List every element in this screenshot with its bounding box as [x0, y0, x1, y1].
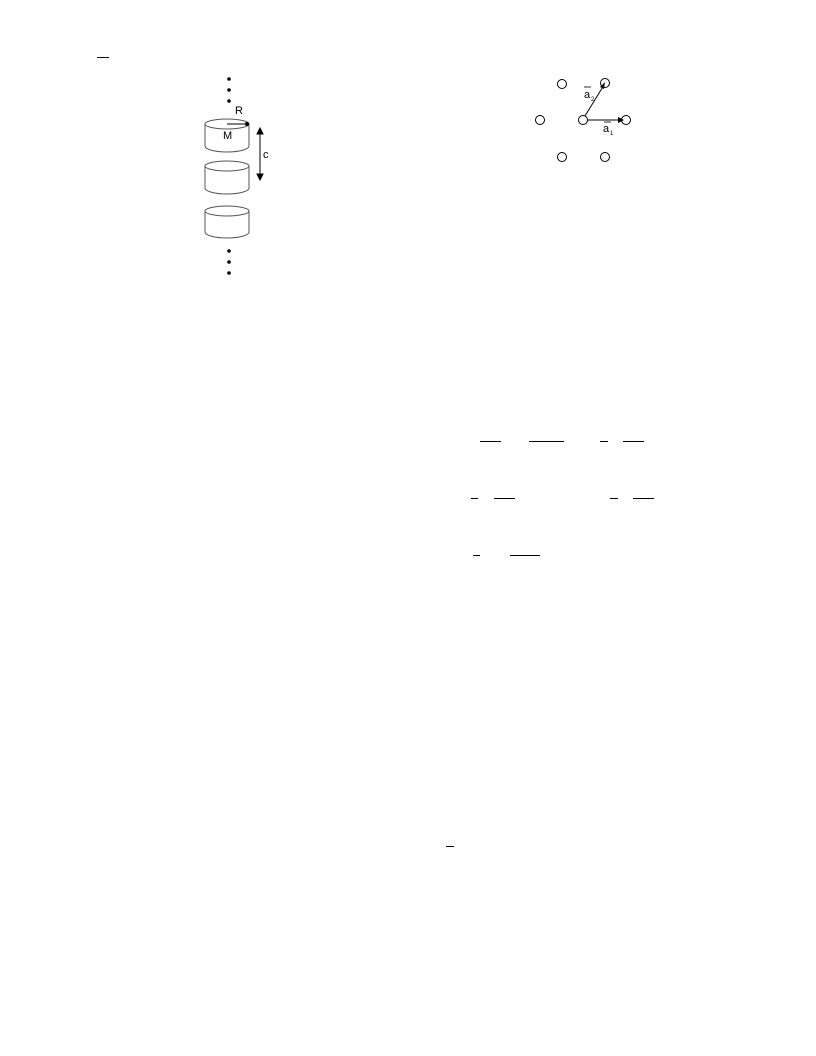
ellipsis-dot	[227, 271, 231, 275]
fraction-bar	[494, 498, 515, 499]
lattice-site	[558, 80, 567, 89]
ellipsis-dot	[227, 260, 231, 264]
fraction-bar	[446, 846, 454, 847]
fraction-bar	[471, 498, 478, 499]
fraction-bar	[529, 441, 564, 442]
fraction-bar	[480, 441, 501, 442]
cylinder-2	[205, 161, 249, 194]
vector-a2-label: a	[584, 89, 591, 101]
ellipsis-dot	[227, 99, 231, 103]
ellipsis-dot	[227, 77, 231, 81]
fraction-bar	[510, 555, 540, 556]
lattice-site	[601, 153, 610, 162]
vector-a2-subscript: 2	[591, 97, 595, 103]
fraction-bar	[97, 57, 109, 58]
cylinder-stack-figure	[190, 70, 300, 290]
fraction-bar	[600, 441, 608, 442]
spacing-label: c	[263, 149, 269, 161]
cylinder-3	[205, 206, 249, 238]
fraction-bar	[623, 441, 644, 442]
ellipsis-dot	[227, 88, 231, 92]
lattice-site	[536, 116, 545, 125]
vector-a1-label: a	[603, 123, 610, 135]
fraction-bar	[633, 498, 654, 499]
fraction-bar	[610, 498, 618, 499]
radius-label: R	[235, 105, 243, 117]
ellipsis-dot	[227, 249, 231, 253]
lattice-site	[579, 116, 588, 125]
vector-a1-subscript: 1	[610, 131, 614, 137]
radius-endpoint	[245, 122, 249, 126]
lattice-site	[558, 153, 567, 162]
mass-label: M	[223, 130, 233, 142]
fraction-bar	[473, 555, 480, 556]
hex-lattice-figure	[525, 70, 645, 170]
